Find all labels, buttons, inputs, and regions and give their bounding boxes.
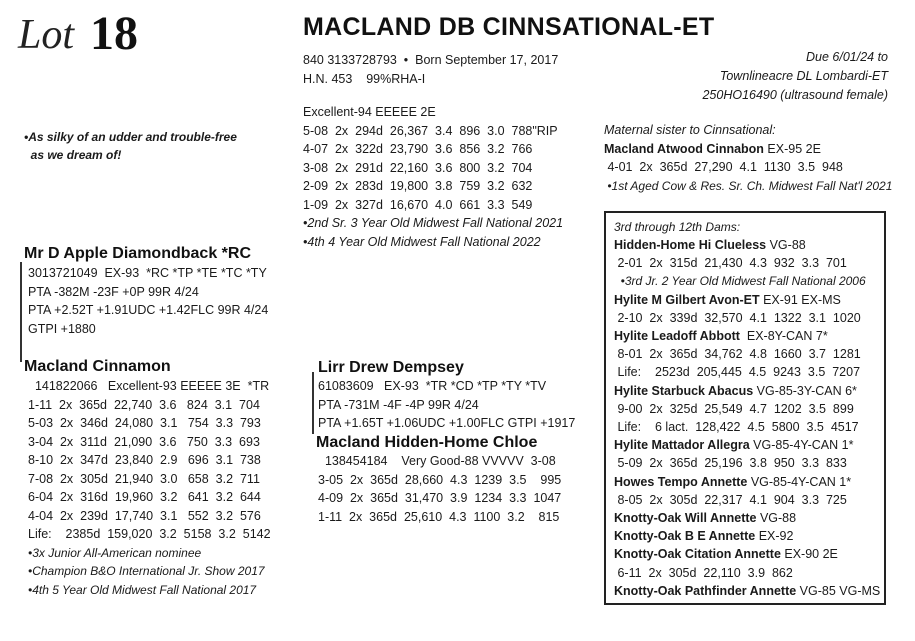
dam-note: •Champion B&O International Jr. Show 2017	[28, 564, 265, 578]
sire-name: Mr D Apple Diamondback *RC	[24, 245, 251, 262]
dam-ancestor-class: VG-88	[766, 238, 806, 252]
dam-details	[28, 377, 271, 599]
dam-ancestor-name: Knotty-Oak Will Annette	[614, 511, 757, 526]
dam-ancestor-name: Knotty-Oak Citation Annette	[614, 547, 781, 562]
dam-ancestor-row	[614, 236, 884, 254]
dam-ancestor-record: 2-10 2x 339d 32,570 4.1 1322 3.1 1020	[614, 310, 861, 325]
dam-record-line: 6-04 2x 316d 19,960 3.2 641 3.2 644	[28, 490, 261, 504]
dam-ancestor-record: 5-09 2x 365d 25,196 3.8 950 3.3 833	[614, 456, 847, 471]
dam-ancestor-row	[614, 582, 884, 600]
dam-ancestor-name: Hidden-Home Hi Clueless	[614, 238, 767, 252]
dam-ancestor-class: VG-85-4Y-CAN 1*	[749, 438, 854, 453]
dam-ancestor-class: VG-85-3Y-CAN 6*	[753, 383, 857, 398]
dam-ancestor-name: Knotty-Oak Pathfinder Annette	[614, 583, 797, 598]
dam-lifetime: Life: 2385d 159,020 3.2 5158 3.2 5142	[28, 527, 271, 541]
pedigree-bracket	[20, 262, 22, 362]
dam-ancestor-class: EX-91 EX-MS	[759, 292, 841, 307]
granddam-record-line: 1-11 2x 365d 25,610 4.3 1100 3.2 815	[318, 509, 560, 524]
mgs-line: PTA +1.65T +1.06UDC +1.00FLC GTPI +1917	[318, 416, 576, 430]
dam-ancestor-class: EX-92	[755, 529, 794, 544]
granddam-details	[318, 452, 561, 526]
dams-box	[604, 211, 886, 605]
due-sire: Townlineacre DL Lombardi-ET	[719, 69, 888, 83]
dam-ancestor-name: Knotty-Oak B E Annette	[614, 529, 756, 544]
maternal-sister-record: 4-01 2x 365d 27,290 4.1 1130 3.5 948	[604, 160, 843, 174]
dam-record-line: 8-10 2x 347d 23,840 2.9 696 3.1 738	[28, 453, 261, 467]
dam-ancestor-name: Howes Tempo Annette	[614, 474, 748, 489]
dam-ancestor-record: Life: 2523d 205,445 4.5 9243 3.5 7207	[614, 365, 861, 380]
mgs-line: 61083609 EX-93 *TR *CD *TP *TY *TV	[318, 379, 547, 393]
dam-ancestor-row	[614, 527, 884, 545]
maternal-sister-label: Maternal sister to Cinnsational:	[604, 123, 776, 137]
sire-line: 3013721049 EX-93 *RC *TP *TE *TC *TY	[28, 266, 267, 280]
dam-ancestor-class: VG-88	[756, 511, 797, 526]
record-line: 3-08 2x 291d 22,160 3.6 800 3.2 704	[303, 160, 533, 175]
sire-line: GTPI +1880	[28, 321, 96, 336]
lot-number: 18	[90, 7, 138, 60]
maternal-sister-name: Macland Atwood Cinnabon	[604, 141, 764, 156]
sire-details	[28, 264, 268, 338]
dam-ancestor-class: VG-85-4Y-CAN 1*	[747, 474, 852, 489]
dam-ancestor-record: 8-01 2x 365d 34,762 4.8 1660 3.7 1281	[614, 347, 861, 362]
dam-ancestor-record: Life: 6 lact. 128,422 4.5 5800 3.5 4517	[614, 420, 859, 435]
dam-ancestor-name: Hylite Mattador Allegra	[614, 438, 750, 453]
granddam-record-line: 3-05 2x 365d 28,660 4.3 1239 3.5 995	[318, 472, 562, 487]
classification: Excellent-94 EEEEE 2E	[303, 105, 436, 119]
animal-title: MACLAND DB CINNSATIONAL-ET	[303, 13, 715, 41]
dam-ancestor-name: Hylite Starbuck Abacus	[614, 383, 754, 398]
sire-line: PTA -382M -23F +0P 99R 4/24	[28, 284, 199, 299]
dam-ancestor-record: 8-05 2x 305d 22,317 4.1 904 3.3 725	[614, 492, 847, 507]
dam-ancestor-name: Hylite Leadoff Abbott	[614, 329, 740, 344]
dam-record-line: 7-08 2x 305d 21,940 3.0 658 3.2 711	[28, 471, 260, 486]
dam-record-line: 3-04 2x 311d 21,090 3.6 750 3.3 693	[28, 434, 260, 449]
record-note: •4th 4 Year Old Midwest Fall National 2022	[303, 234, 541, 249]
production-record	[303, 103, 563, 251]
dam-ancestor-row	[614, 382, 884, 400]
mgs-name: Lirr Drew Dempsey	[318, 359, 464, 376]
dam-ancestor-row	[614, 545, 884, 563]
mgs-bracket	[312, 372, 314, 434]
mgs-line: PTA -731M -4F -4P 99R 4/24	[318, 397, 479, 412]
mgs-details	[318, 377, 575, 433]
dam-ancestor-class: EX-8Y-CAN 7*	[739, 329, 828, 344]
dam-ancestor-name: Hylite M Gilbert Avon-ET	[614, 292, 760, 307]
due-sire-code: 250HO16490 (ultrasound female)	[702, 88, 888, 102]
dam-ancestor-record: 9-00 2x 325d 25,549 4.7 1202 3.5 899	[614, 401, 854, 416]
dam-record-line: 4-04 2x 239d 17,740 3.1 552 3.2 576	[28, 508, 261, 523]
tagline-line1: •As silky of an udder and trouble-free	[24, 130, 237, 144]
granddam-record-line: 4-09 2x 365d 31,470 3.9 1234 3.3 1047	[318, 491, 562, 505]
tagline-line2: as we dream of!	[24, 148, 122, 162]
record-line: 2-09 2x 283d 19,800 3.8 759 3.2 632	[303, 179, 533, 193]
dam-ancestor-record: 6-11 2x 305d 22,110 3.9 862	[614, 565, 793, 580]
dam-ancestor-row	[614, 509, 884, 527]
dam-name: Macland Cinnamon	[24, 358, 171, 375]
registration-line: 840 3133728793 • Born September 17, 2017	[303, 53, 559, 67]
record-line: 1-09 2x 327d 16,670 4.0 661 3.3 549	[303, 197, 533, 212]
dam-ancestor-row	[614, 436, 884, 454]
record-line: 4-07 2x 322d 23,790 3.6 856 3.2 766	[303, 142, 533, 156]
dam-ancestor-row	[614, 291, 884, 309]
lot-label: Lot	[18, 12, 75, 58]
sire-line: PTA +2.52T +1.91UDC +1.42FLC 99R 4/24	[28, 303, 269, 317]
dam-record-line: 5-03 2x 346d 24,080 3.1 754 3.3 793	[28, 416, 261, 430]
maternal-sister	[604, 121, 892, 195]
dam-ancestor-note: •3rd Jr. 2 Year Old Midwest Fall National 2006	[614, 274, 866, 289]
granddam-name: Macland Hidden-Home Chloe	[316, 434, 538, 451]
dam-ancestor-class: EX-90 2E	[780, 547, 838, 562]
dams-box-heading: 3rd through 12th Dams:	[614, 220, 741, 234]
dam-ancestor-row	[614, 327, 884, 345]
due-date: Due 6/01/24 to	[805, 50, 888, 64]
dam-ancestor-row	[614, 473, 884, 491]
dam-ancestor-class: VG-85 VG-MS	[796, 583, 881, 598]
herd-number-line: H.N. 453 99%RHA-I	[303, 72, 426, 86]
dam-ancestor-record: 2-01 2x 315d 21,430 4.3 932 3.3 701	[614, 256, 847, 271]
record-note: •2nd Sr. 3 Year Old Midwest Fall National 2021	[303, 216, 564, 230]
record-line: 5-08 2x 294d 26,367 3.4 896 3.0 788"RIP	[303, 123, 558, 138]
dam-note: •4th 5 Year Old Midwest Fall National 2017	[28, 582, 257, 597]
maternal-sister-class: EX-95 2E	[763, 141, 821, 156]
dam-note: •3x Junior All-American nominee	[28, 545, 202, 560]
maternal-sister-note: •1st Aged Cow & Res. Sr. Ch. Midwest Fall Nat'l 2021	[604, 178, 893, 193]
dam-classification: 141822066 Excellent-93 EEEEE 3E *TR	[28, 379, 270, 393]
dam-record-line: 1-11 2x 365d 22,740 3.6 824 3.1 704	[28, 397, 260, 412]
granddam-classification: 138454184 Very Good-88 VVVVV 3-08	[318, 454, 556, 468]
